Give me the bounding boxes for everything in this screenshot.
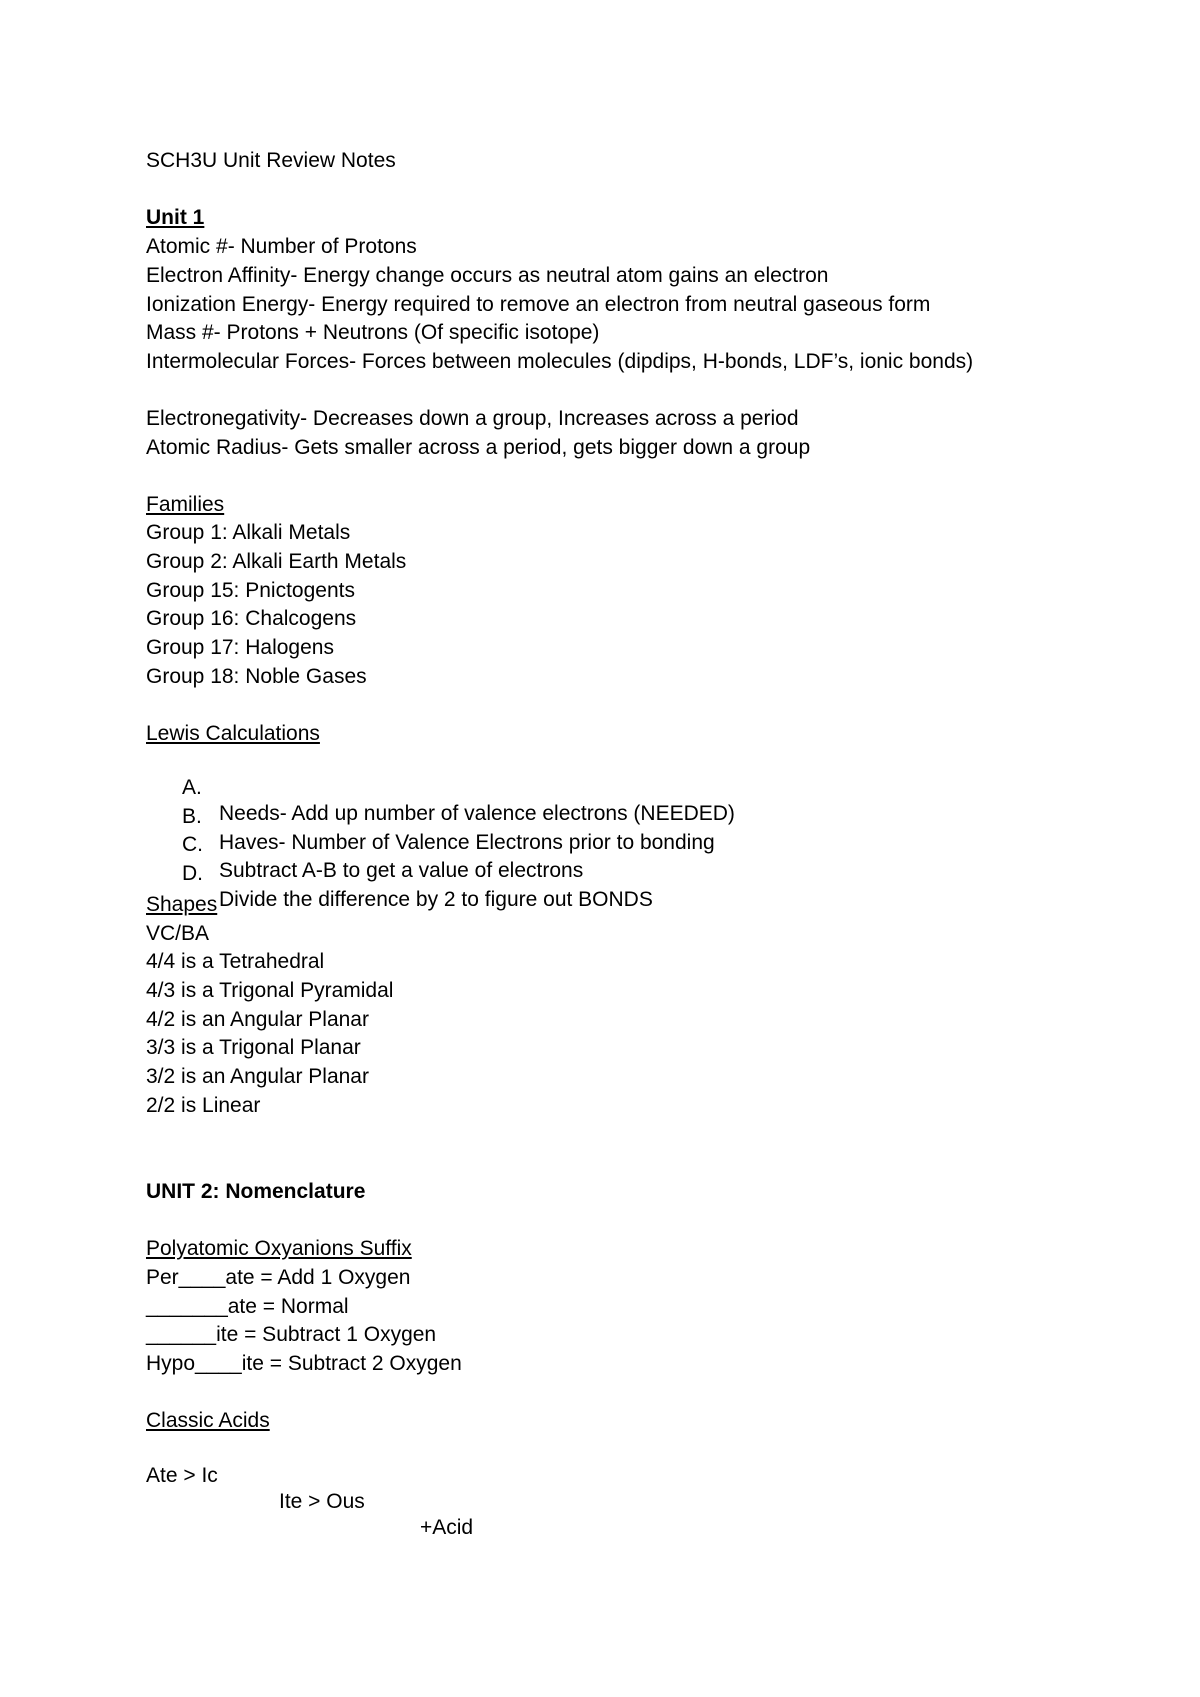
trend-electronegativity: Electronegativity- Decreases down a group, Increases across a period	[146, 407, 799, 430]
family-item: Group 2: Alkali Earth Metals	[146, 550, 407, 573]
unit2-heading: UNIT 2: Nomenclature	[146, 1180, 366, 1203]
families-heading: Families	[146, 493, 225, 516]
oxyanion-item: Hypo____ite = Subtract 2 Oxygen	[146, 1352, 462, 1375]
list-marker: C.	[182, 833, 203, 856]
document-title: SCH3U Unit Review Notes	[146, 149, 396, 172]
shape-item: 4/3 is a Trigonal Pyramidal	[146, 979, 394, 1002]
shape-item: 3/2 is an Angular Planar	[146, 1065, 369, 1088]
definition-intermolecular-forces: Intermolecular Forces- Forces between molecules (dipdips, H-bonds, LDF’s, ionic bonds)	[146, 350, 974, 373]
lewis-step	[146, 749, 1146, 825]
acid-rule-suffix: +Acid	[420, 1516, 474, 1539]
oxyanion-item: ______ite = Subtract 1 Oxygen	[146, 1323, 437, 1346]
definition-atomic-number: Atomic #- Number of Protons	[146, 235, 417, 258]
family-item: Group 15: Pnictogents	[146, 579, 355, 602]
list-marker: D.	[182, 862, 203, 885]
shapes-heading: Shapes	[146, 893, 218, 916]
list-text: Divide the difference by 2 to figure out BONDS	[219, 888, 653, 911]
family-item: Group 1: Alkali Metals	[146, 521, 351, 544]
shape-item: 3/3 is a Trigonal Planar	[146, 1036, 361, 1059]
definition-electron-affinity: Electron Affinity- Energy change occurs as neutral atom gains an electron	[146, 264, 829, 287]
shape-item: 2/2 is Linear	[146, 1094, 261, 1117]
list-marker: A.	[182, 776, 202, 799]
definition-ionization-energy: Ionization Energy- Energy required to remove an electron from neutral gaseous form	[146, 293, 931, 316]
acids-heading: Classic Acids	[146, 1409, 270, 1432]
oxyanion-item: Per____ate = Add 1 Oxygen	[146, 1266, 411, 1289]
list-marker: B.	[182, 805, 202, 828]
family-item: Group 17: Halogens	[146, 636, 334, 659]
definition-mass-number: Mass #- Protons + Neutrons (Of specific isotope)	[146, 321, 600, 344]
list-text: Subtract A-B to get a value of electrons	[219, 859, 584, 882]
document-page	[146, 0, 1146, 1697]
list-text: Haves- Number of Valence Electrons prior to bonding	[219, 831, 715, 854]
family-item: Group 18: Noble Gases	[146, 665, 367, 688]
list-text: Needs- Add up number of valence electrons (NEEDED)	[219, 802, 735, 825]
lewis-heading: Lewis Calculations	[146, 722, 320, 745]
oxyanion-item: _______ate = Normal	[146, 1295, 349, 1318]
family-item: Group 16: Chalcogens	[146, 607, 357, 630]
oxyanions-heading: Polyatomic Oxyanions Suffix	[146, 1237, 412, 1260]
acid-rule-ite: Ite > Ous	[279, 1490, 365, 1513]
shape-item: 4/4 is a Tetrahedral	[146, 950, 325, 973]
shape-item: VC/BA	[146, 922, 210, 945]
shape-item: 4/2 is an Angular Planar	[146, 1008, 369, 1031]
acid-rule-ate: Ate > Ic	[146, 1464, 218, 1487]
unit1-heading: Unit 1	[146, 206, 205, 229]
acid-rules-row	[146, 1437, 1146, 1539]
trend-atomic-radius: Atomic Radius- Gets smaller across a period, gets bigger down a group	[146, 436, 811, 459]
